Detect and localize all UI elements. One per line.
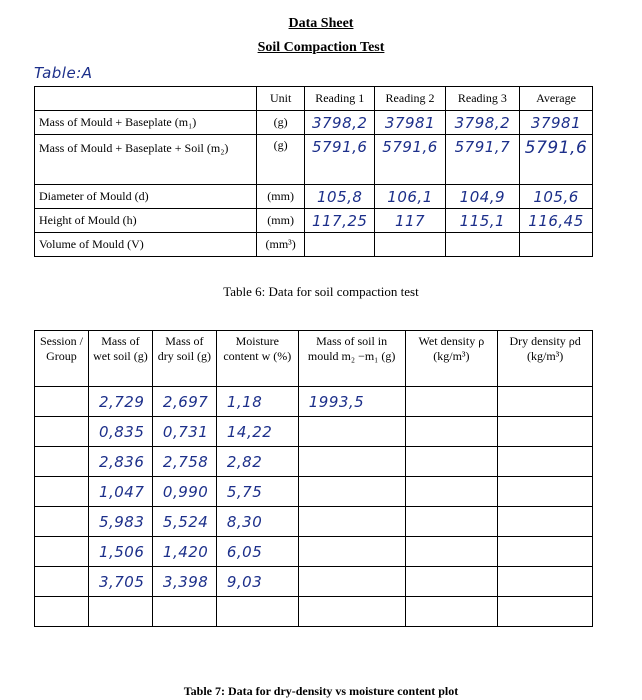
reading-3-value: 104,9	[445, 185, 519, 209]
table-row	[35, 477, 593, 507]
moisture-cell	[216, 597, 298, 627]
average-value: 105,6	[520, 185, 593, 209]
mass-soil-cell	[298, 417, 405, 447]
wet-density-cell	[405, 447, 498, 477]
table-row	[35, 537, 593, 567]
reading-1-value: 5791,6	[305, 135, 375, 185]
row-label: Volume of Mould (V)	[35, 233, 257, 257]
table-a-header-average: Average	[520, 87, 593, 111]
moisture-cell: 14,22	[216, 417, 298, 447]
table-row	[35, 447, 593, 477]
dry-density-cell	[498, 567, 593, 597]
dry-density-cell	[498, 477, 593, 507]
table-a-header-reading-1: Reading 1	[305, 87, 375, 111]
reading-3-value: 5791,7	[445, 135, 519, 185]
table-a-row	[35, 233, 593, 257]
wet-soil-cell: 1,047	[88, 477, 152, 507]
average-value: 5791,6	[520, 135, 593, 185]
session-cell	[35, 447, 89, 477]
header-mass-wet-soil: Mass of wet soil (g)	[88, 331, 152, 387]
row-unit: (mm)	[257, 185, 305, 209]
wet-density-cell	[405, 567, 498, 597]
mass-soil-cell: 1993,5	[298, 387, 405, 417]
reading-3-value: 3798,2	[445, 111, 519, 135]
wet-soil-cell: 0,835	[88, 417, 152, 447]
table-row	[35, 417, 593, 447]
mass-soil-cell	[298, 567, 405, 597]
reading-2-value: 106,1	[375, 185, 445, 209]
reading-2-value: 37981	[375, 111, 445, 135]
wet-density-cell	[405, 417, 498, 447]
table-a-header-unit: Unit	[257, 87, 305, 111]
wet-density-cell	[405, 597, 498, 627]
dry-density-cell	[498, 597, 593, 627]
table-row	[35, 597, 593, 627]
table-row	[35, 567, 593, 597]
reading-2-value: 5791,6	[375, 135, 445, 185]
page-title: Data Sheet	[288, 16, 354, 31]
mass-soil-cell	[298, 537, 405, 567]
reading-1-value: 117,25	[305, 209, 375, 233]
wet-soil-cell: 3,705	[88, 567, 152, 597]
session-cell	[35, 507, 89, 537]
session-cell	[35, 567, 89, 597]
header-moisture-content: Moisture content w (%)	[216, 331, 298, 387]
session-cell	[35, 387, 89, 417]
table-a-header-blank	[35, 87, 257, 111]
dry-soil-cell: 2,758	[152, 447, 216, 477]
row-unit: (mm)	[257, 209, 305, 233]
wet-density-cell	[405, 387, 498, 417]
wet-density-cell	[405, 477, 498, 507]
moisture-cell: 9,03	[216, 567, 298, 597]
reading-2-value: 117	[375, 209, 445, 233]
row-label: Height of Mould (h)	[35, 209, 257, 233]
header-session-group: Session / Group	[35, 331, 89, 387]
dry-soil-cell: 5,524	[152, 507, 216, 537]
row-label: Diameter of Mould (d)	[35, 185, 257, 209]
dry-soil-cell	[152, 597, 216, 627]
table-a-row	[35, 135, 593, 185]
table-b-header-row	[35, 331, 593, 387]
row-unit: (g)	[257, 111, 305, 135]
table-b	[34, 330, 593, 627]
wet-soil-cell: 2,729	[88, 387, 152, 417]
dry-density-cell	[498, 447, 593, 477]
header-mass-dry-soil: Mass of dry soil (g)	[152, 331, 216, 387]
wet-soil-cell: 1,506	[88, 537, 152, 567]
session-cell	[35, 537, 89, 567]
row-label: Mass of Mould + Baseplate (m₁)	[35, 111, 257, 135]
dry-soil-cell: 1,420	[152, 537, 216, 567]
reading-1-value	[305, 233, 375, 257]
table-a-row	[35, 111, 593, 135]
wet-soil-cell	[88, 597, 152, 627]
row-unit: (mm³)	[257, 233, 305, 257]
wet-soil-cell: 2,836	[88, 447, 152, 477]
dry-density-cell	[498, 417, 593, 447]
reading-2-value	[375, 233, 445, 257]
header-mass-soil-in-mould: Mass of soil in mould m₂ −m₁ (g)	[298, 331, 405, 387]
table-row	[35, 507, 593, 537]
table-a-row	[35, 185, 593, 209]
dry-soil-cell: 0,731	[152, 417, 216, 447]
dry-soil-cell: 0,990	[152, 477, 216, 507]
table-a	[34, 86, 593, 257]
mass-soil-cell	[298, 597, 405, 627]
table-6-caption: Table 6: Data for soil compaction test	[223, 284, 419, 299]
wet-density-cell	[405, 537, 498, 567]
mass-soil-cell	[298, 477, 405, 507]
moisture-cell: 5,75	[216, 477, 298, 507]
average-value	[520, 233, 593, 257]
dry-density-cell	[498, 507, 593, 537]
table-a-header-reading-2: Reading 2	[375, 87, 445, 111]
average-value: 37981	[520, 111, 593, 135]
average-value: 116,45	[520, 209, 593, 233]
page-subtitle: Soil Compaction Test	[257, 40, 385, 55]
reading-1-value: 105,8	[305, 185, 375, 209]
header-dry-density: Dry density ρd (kg/m³)	[498, 331, 593, 387]
table-row	[35, 387, 593, 417]
table-7-caption: Table 7: Data for dry-density vs moisture content plot	[183, 684, 459, 698]
session-cell	[35, 477, 89, 507]
header-wet-density: Wet density ρ (kg/m³)	[405, 331, 498, 387]
row-label: Mass of Mould + Baseplate + Soil (m₂)	[35, 135, 257, 185]
table-a-row	[35, 209, 593, 233]
session-cell	[35, 417, 89, 447]
dry-density-cell	[498, 387, 593, 417]
table-a-header-reading-3: Reading 3	[445, 87, 519, 111]
reading-3-value: 115,1	[445, 209, 519, 233]
reading-3-value	[445, 233, 519, 257]
moisture-cell: 2,82	[216, 447, 298, 477]
dry-soil-cell: 2,697	[152, 387, 216, 417]
row-unit: (g)	[257, 135, 305, 185]
dry-soil-cell: 3,398	[152, 567, 216, 597]
moisture-cell: 6,05	[216, 537, 298, 567]
wet-density-cell	[405, 507, 498, 537]
mass-soil-cell	[298, 507, 405, 537]
mass-soil-cell	[298, 447, 405, 477]
moisture-cell: 1,18	[216, 387, 298, 417]
reading-1-value: 3798,2	[305, 111, 375, 135]
moisture-cell: 8,30	[216, 507, 298, 537]
wet-soil-cell: 5,983	[88, 507, 152, 537]
table-a-header-row	[35, 87, 593, 111]
session-cell	[35, 597, 89, 627]
dry-density-cell	[498, 537, 593, 567]
table-a-handwritten-label: Table:A	[34, 64, 93, 82]
